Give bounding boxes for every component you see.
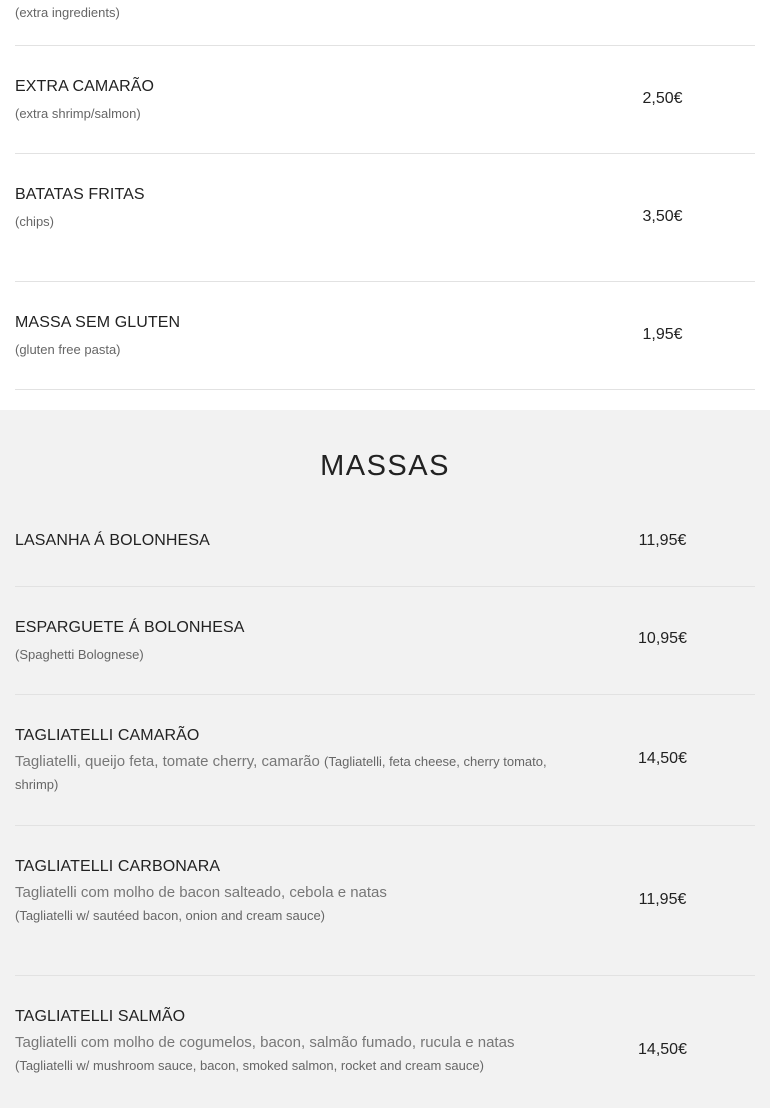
item-description-pt: Tagliatelli, queijo feta, tomate cherry, camarão bbox=[15, 753, 320, 770]
item-description: (Spaghetti Bolognese) bbox=[15, 647, 144, 662]
item-name: BATATAS FRITAS bbox=[15, 186, 145, 203]
item-name: TAGLIATELLI SALMÃO bbox=[15, 1008, 186, 1025]
item-name: EXTRA CAMARÃO bbox=[15, 78, 155, 95]
item-price: 2,50€ bbox=[642, 90, 683, 107]
menu-item-lasanha bbox=[15, 510, 755, 587]
item-price: 14,50€ bbox=[638, 750, 687, 767]
item-price: 11,95€ bbox=[638, 891, 687, 908]
item-description-pt: Tagliatelli com molho de bacon salteado, cebola e natas bbox=[15, 884, 387, 901]
menu-item-extra-camarao bbox=[15, 45, 755, 154]
item-name: TAGLIATELLI CAMARÃO bbox=[15, 727, 200, 744]
menu-item-esparguete bbox=[15, 586, 755, 695]
menu-item-tagliatelli-camarao bbox=[15, 694, 755, 826]
item-description-en: (Tagliatelli w/ mushroom sauce, bacon, smoked salmon, rocket and cream sauce) bbox=[15, 1058, 484, 1073]
item-name: LASANHA Á BOLONHESA bbox=[15, 532, 210, 549]
item-price: 1,95€ bbox=[642, 326, 683, 343]
menu-item-massa-sem-gluten bbox=[15, 281, 755, 390]
item-description: (chips) bbox=[15, 214, 55, 229]
item-description: (gluten free pasta) bbox=[15, 342, 121, 357]
massas-section bbox=[0, 410, 770, 1108]
item-description: (extra ingredients) bbox=[15, 5, 120, 20]
menu-item-extra-ingredients bbox=[15, 0, 755, 46]
item-price: 14,50€ bbox=[638, 1041, 687, 1058]
item-name: TAGLIATELLI CARBONARA bbox=[15, 858, 221, 875]
section-title: MASSAS bbox=[320, 450, 450, 482]
item-description bbox=[15, 750, 560, 796]
item-price: 11,95€ bbox=[638, 532, 687, 549]
item-description-en: (Tagliatelli w/ sautéed bacon, onion and cream sauce) bbox=[15, 908, 326, 923]
item-description bbox=[15, 1031, 575, 1077]
menu-item-tagliatelli-carbonara bbox=[15, 825, 755, 976]
item-name: ESPARGUETE Á BOLONHESA bbox=[15, 619, 245, 636]
item-description: (extra shrimp/salmon) bbox=[15, 106, 141, 121]
item-description-en: (Tagliatelli, feta cheese, cherry tomato, shrimp) bbox=[15, 754, 547, 792]
menu-item-tagliatelli-salmao bbox=[15, 975, 755, 1108]
item-description-pt: Tagliatelli com molho de cogumelos, bacon, salmão fumado, rucula e natas bbox=[15, 1034, 515, 1051]
item-name: MASSA SEM GLUTEN bbox=[15, 314, 181, 331]
item-price: 10,95€ bbox=[638, 630, 687, 647]
menu-item-batatas-fritas bbox=[15, 153, 755, 282]
item-description bbox=[15, 881, 560, 927]
item-price: 3,50€ bbox=[642, 208, 683, 225]
extras-section bbox=[0, 0, 770, 410]
